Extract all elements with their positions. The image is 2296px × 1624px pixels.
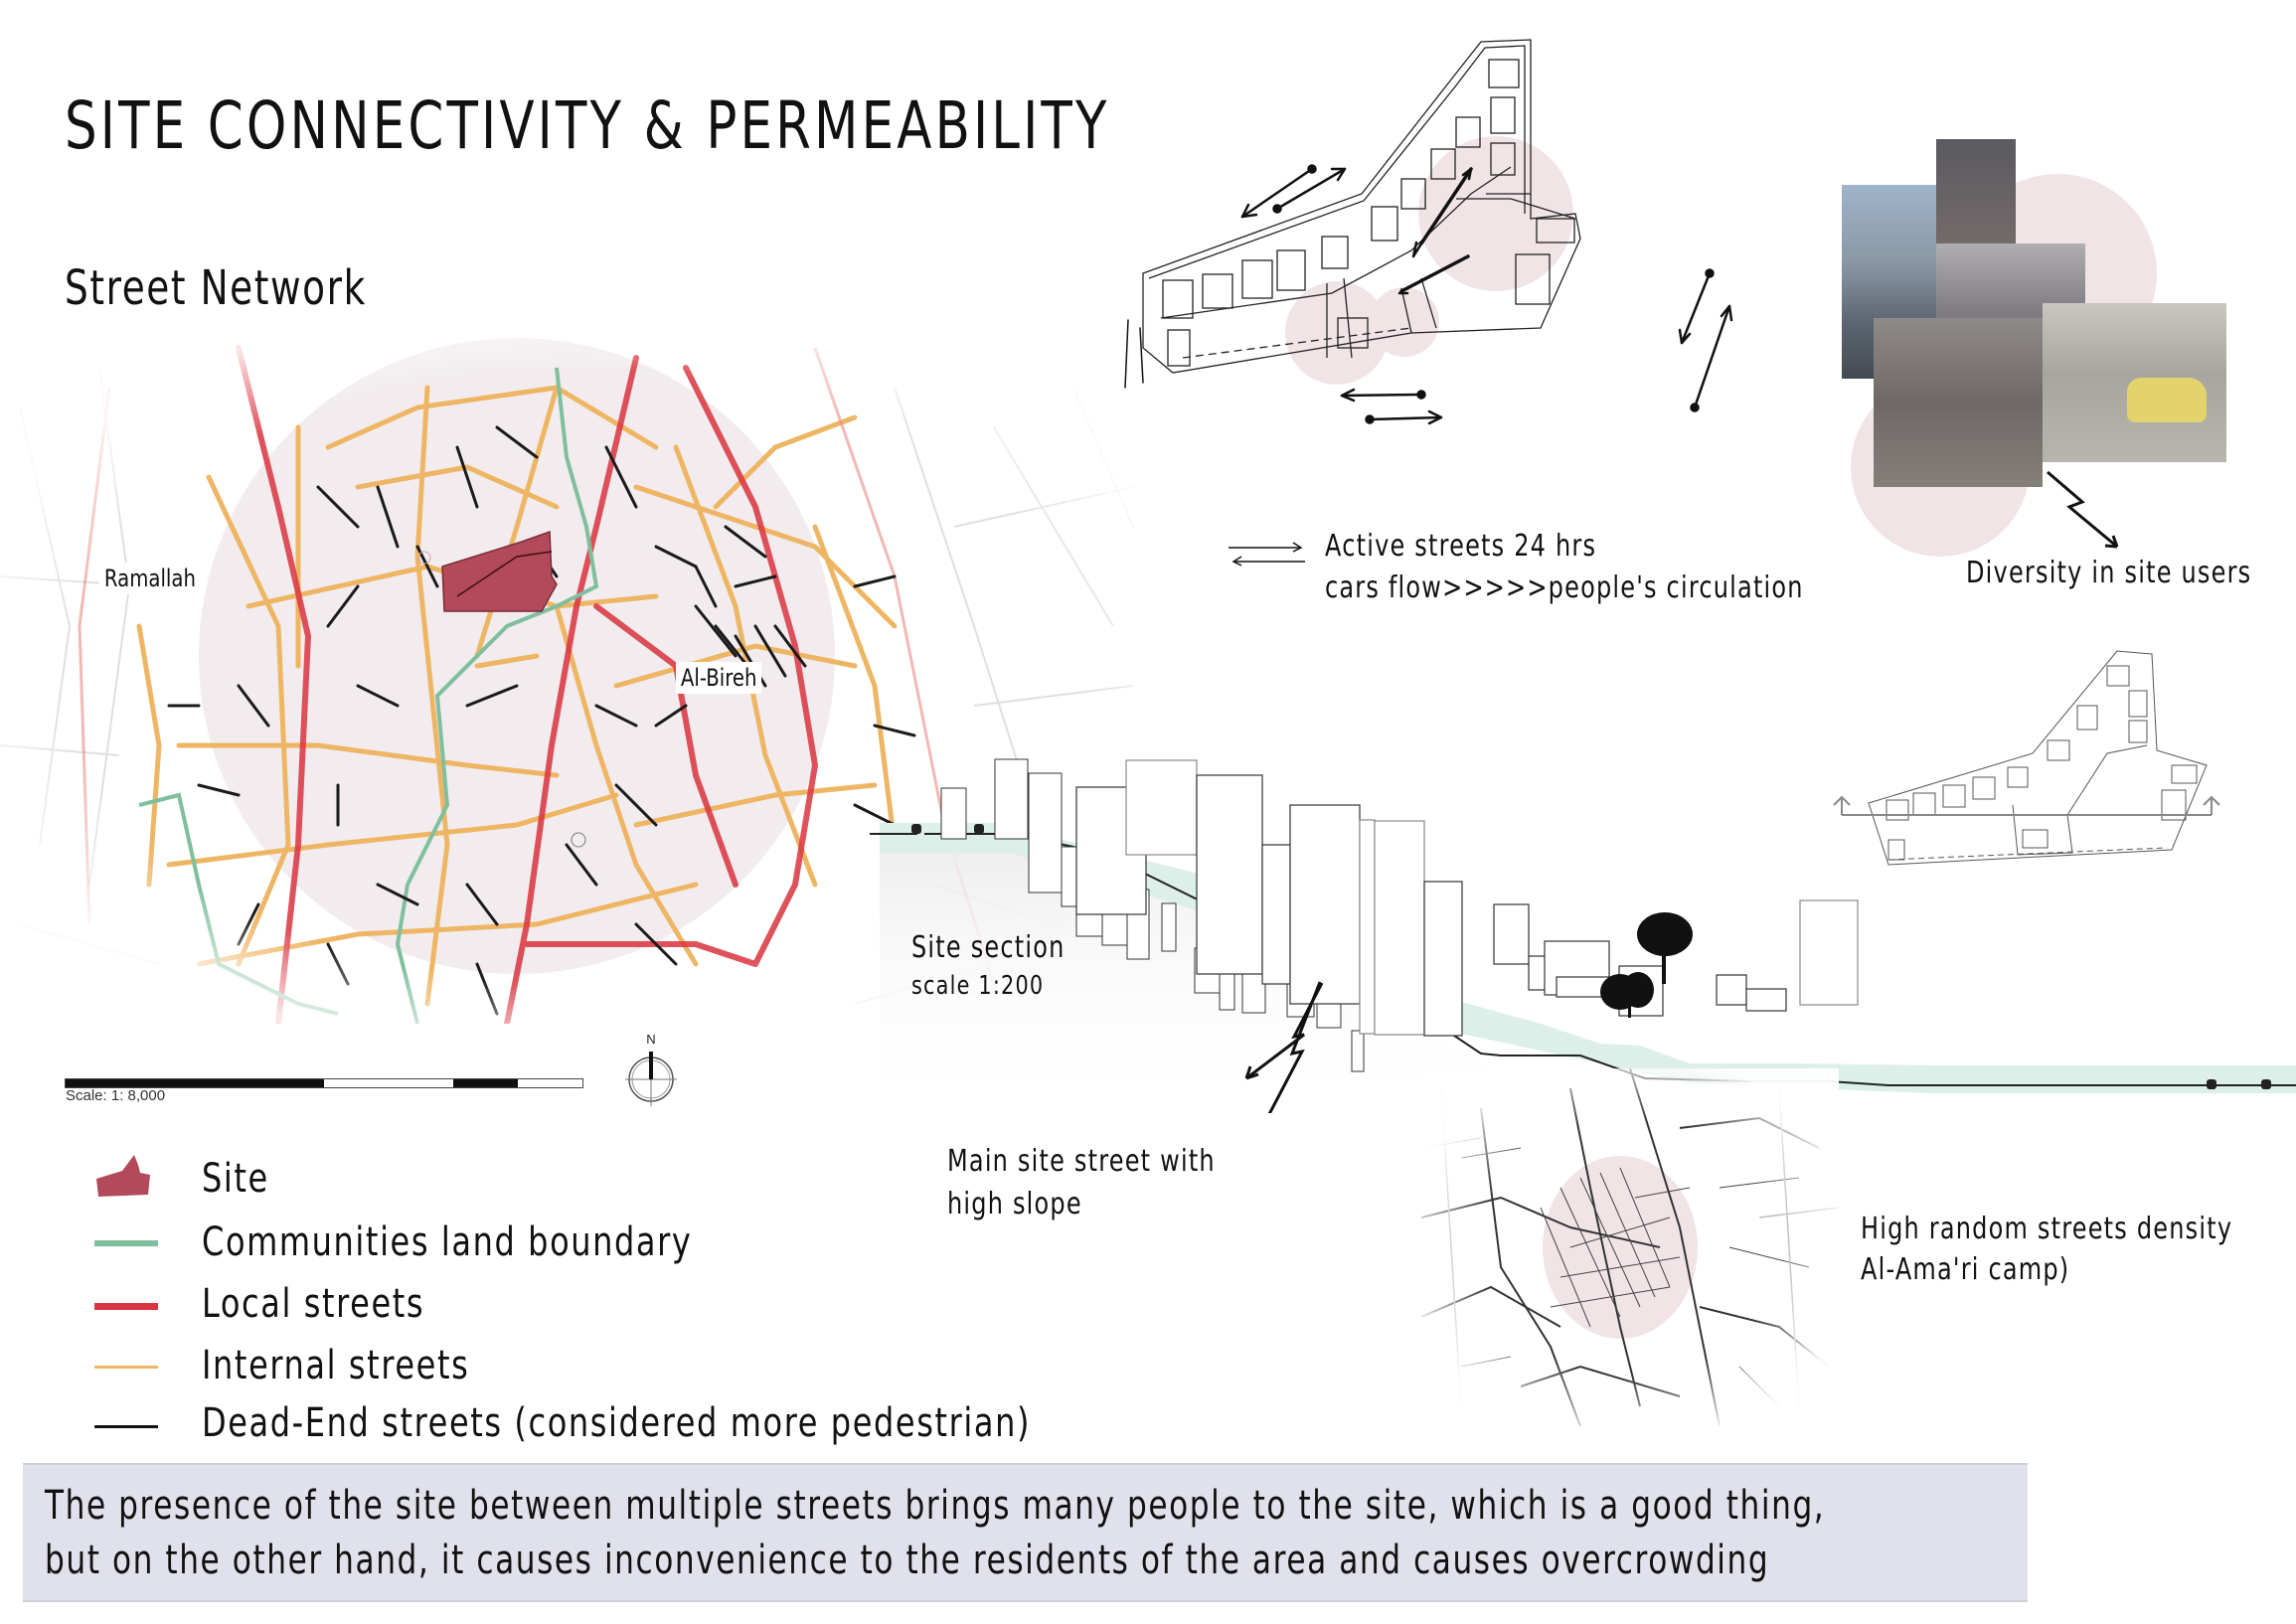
section-title: Site section: [911, 930, 1066, 965]
section-scale: scale 1:200: [911, 971, 1045, 1001]
site-users-photo-collage: [1839, 129, 2256, 547]
legend-item-dead-end-streets: [94, 1395, 1238, 1451]
internal-street-line-icon: [94, 1338, 164, 1393]
legend-label: Dead-End streets (considered more pedestrian): [202, 1400, 1032, 1446]
scale-text: Scale: 1: 8,000: [66, 1087, 166, 1104]
legend-label: Internal streets: [202, 1343, 470, 1388]
cars-flow-note: cars flow>>>>>people's circulation: [1325, 570, 1804, 605]
page-title: SITE CONNECTIVITY & PERMEABILITY: [65, 87, 1110, 164]
summary-caption-box: [23, 1463, 2028, 1602]
caption-line-1: The presence of the site between multiple streets brings many people to the site, which is a good thing,: [45, 1483, 1826, 1529]
dead-end-line-icon: [94, 1395, 164, 1451]
legend-label: Site: [202, 1156, 269, 1202]
legend-item-internal-streets: [94, 1338, 537, 1393]
active-streets-note: Active streets 24 hrs: [1325, 529, 1597, 564]
caption-line-2: but on the other hand, it causes inconvenience to the residents of the area and causes overcrowding: [45, 1538, 1770, 1583]
open-land-photo: [1874, 318, 2043, 487]
camp-street-map: [1421, 1068, 1839, 1426]
map-label-al-bireh: Al-Bireh: [676, 662, 761, 694]
site-swatch-icon: [94, 1151, 164, 1207]
camp-note-line2: Al-Ama'ri camp): [1861, 1252, 2070, 1287]
tree-icons: [1600, 912, 1693, 1018]
boundary-line-icon: [94, 1215, 164, 1270]
two-way-arrow-icon: [1226, 540, 1310, 569]
legend-item-local-streets: [94, 1276, 480, 1332]
site-plan-circulation-diagram: [1113, 30, 1809, 487]
collage-caption: Diversity in site users: [1966, 556, 2252, 590]
legend-item-communities-boundary: [94, 1215, 815, 1270]
legend-label: Communities land boundary: [202, 1219, 693, 1265]
slope-arrow-icon: [1232, 979, 1332, 1088]
site-section-drawing: [865, 735, 2296, 1113]
local-street-line-icon: [94, 1276, 164, 1332]
yellow-taxi: [2127, 378, 2207, 422]
north-arrow-icon: [621, 1032, 681, 1106]
svg-text:N: N: [646, 1032, 656, 1047]
camp-note-line1: High random streets density: [1861, 1212, 2233, 1246]
legend-label: Local streets: [202, 1281, 425, 1327]
legend-item-site: [94, 1151, 286, 1207]
section-heading-street-network: Street Network: [65, 260, 367, 316]
zigzag-arrow-icon: [2038, 462, 2157, 562]
slope-note-line2: high slope: [947, 1187, 1082, 1221]
map-label-ramallah: Ramallah: [99, 563, 201, 594]
slope-note-line1: Main site street with: [947, 1144, 1216, 1179]
